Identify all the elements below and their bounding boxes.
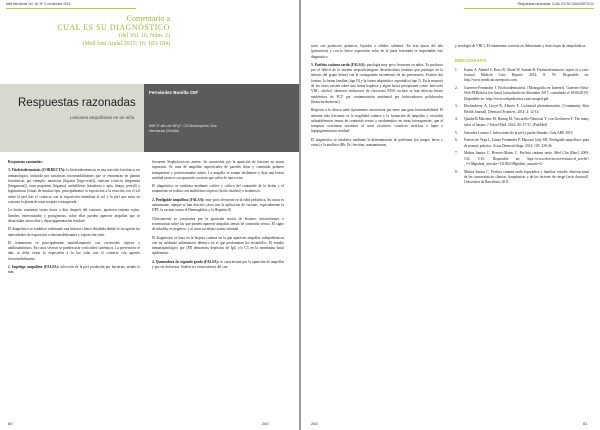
paragraph-lead: 5. Porfiria cutánea tarda (FALSA): <box>311 62 366 67</box>
paragraph-lead: 4. Quemadura de segundo grado (FALSA): <box>152 259 219 264</box>
reference-text: Muñoz Santos C. Porfiria cutánea tarda esporádica y familiar: estudio observacional de las características clínicas, bioquímicas y de los factores de riesgo [tesis doctoral]. Universitat de Barcelona; 2011. <box>464 169 589 185</box>
comment-heading <box>40 14 170 48</box>
paragraph-text: muy poco frecuente en la edad pediátrica. Su causa es autoinmune, aunque se han descrito casos tras la aplicación de vacunas, especialmente la DPT, la vacuna contra el Haemophilus y la Hepatitis B. <box>152 197 284 213</box>
reference-item <box>455 138 589 149</box>
bibliography-heading: BIBLIOGRAFÍA <box>455 58 487 64</box>
comment-heading-line3: (del Vol. 16, Núm. 2) <box>119 33 170 39</box>
reference-number: 2. <box>455 85 458 90</box>
paragraph-text: El diagnóstico se establece realizando una historia clínica detallada dónde se recogerán los antecedentes de exposición a fotosensibilizantes y exposición solar. <box>8 227 140 237</box>
reference-text: Saavedra Lozano J. Infecciones de la piel y partes blandas. Guía ABE 2019. <box>464 130 574 135</box>
paragraph-text: se caracterizan por la aparición de ampollas y por ser dolorosas. Suelen ser consecuencia del con- <box>152 259 284 270</box>
right-column-intro: y serología de VHC). El tratamiento consiste en flebotomías y dosis bajas de antipalúdicos. <box>455 44 587 48</box>
right-column-1 <box>311 44 443 151</box>
paragraph-text: El diagnóstico se confirma mediante cultivo y cultivo del contenido de la lesión y el tratamiento se realiza con antibióticos tópicos (ácido fusídico) o sistémicos. <box>152 184 284 194</box>
running-head-left: Med fam Andal Vol. 16, Nº 3, noviembre 2015 <box>6 2 71 6</box>
paragraph-text: Clínicamente se caracteriza por la aparición inicial de lesiones urticariformes o eccematosas sobre las que pueden aparecer ampollas tensas de contenido seroso. El signo de nikolsky es negativo, y al curar no dejan cicatriz residual. <box>152 216 284 232</box>
paragraph-text: infección de la piel producida por bacterias, siendo la más <box>8 265 140 275</box>
running-head-rule-right <box>464 8 594 9</box>
paragraph-lead: 1. Impétigo ampolloso (FALSA): <box>8 265 59 270</box>
paragraph <box>152 184 284 195</box>
paragraph <box>8 227 140 238</box>
reference-item <box>455 170 589 186</box>
comment-heading-line2: CUAL ES SU DIAGNÓSTICO <box>57 23 170 32</box>
reference-item <box>455 151 589 167</box>
paragraph <box>311 44 443 60</box>
left-column-2 <box>152 160 284 273</box>
paragraph <box>152 217 284 233</box>
paragraph <box>311 108 443 134</box>
paragraph <box>8 168 140 205</box>
reference-text: Hockenberry A, Lloyd R, Alberto E. Lichenoid photodermatitis. [Community Skin Health Journal]. Dermatol Frontiers. 2014; 2: 12-14. <box>464 104 589 114</box>
paragraph-text: El diagnóstico se basa en la biopsia cutánea en la que aparecen ampollas subepidérmicas con un infiltrado inflamatorio dérmico en el que predominan los eosinófilos. El estudio inmunopatológico por IFD demuestra depósitos de IgG y/o C3 en la membrana basal epidérmica. <box>152 235 284 256</box>
reference-item <box>455 68 589 84</box>
paragraph-text: patología muy poco frecuente en niños. Es producto por el déficit de la enzima uroporfirinógeno decarboxilasa (enzima que participa en la síntesis del grupo hemo) con el consiguiente incremento de las precursores. Existen dos formas: la forma familiar (tipo II) y la forma adquirida o esporádica (tipo I). En la mayoría de los casos existen sobre una forma hepática y algún factor precipitante como: infección VHC, alcohol, fármacos inductores de citocromo P450, incluso se han descrito brotes epidémicos de PCT por contaminación ambiental por hidrocarburos policlorados (hexaclorobenceno). <box>311 62 443 104</box>
reference-item <box>455 104 589 115</box>
paragraph <box>152 198 284 214</box>
reference-number: 6. <box>455 138 458 143</box>
paragraph <box>8 265 140 276</box>
author-affiliation: MIR 3º año de MFyC. CS Montequinto. Dos Hermanas (Sevilla) <box>149 124 217 133</box>
section-heading: Respuestas razonadas: <box>8 160 43 164</box>
page-number-right: 81 <box>583 421 588 426</box>
paragraph-text: La lesión comienza varias horas o días después del contacto, aparecen eritema rojizo, lineales, entrecruzadas y pruriginosas, sobre ellas pueden aparecer ampollas que se desarrollan varios días y dejan pigmentación residual. <box>8 208 140 223</box>
reference-number: 1. <box>455 67 458 72</box>
page-number-center-left: 282 <box>262 421 269 426</box>
paragraph-text: Respecto a la clínica suele típicamente caracterizar por tener una gran fotosensibilidad. El síntoma más frecuente es la fragilidad cutánea y la formación de ampollas y vesículas subepidérmicas tensas de contenido seroso o serohemático en áreas fotoexpuestas, que al romperse ocasionan erosiones al curar cicatrices, cicatrices atróficas o hiper o hipopigmentación residual. <box>311 108 443 134</box>
reference-list <box>455 68 589 186</box>
right-column-2 <box>455 44 589 188</box>
paragraph <box>152 236 284 257</box>
right-page <box>301 0 600 430</box>
page-number-left: 80 <box>8 421 13 426</box>
author-name: Fernández Bonilla CM¹ <box>149 90 199 95</box>
reference-text: Guerrero-Fernández J. Fitofotodermatosis. [Monografía en Internet]. Guerrero-Ortiz: Web PEDiátrica [en línea] [actualizado en diciembre 2017; consultado el 18/06/2015]. Disponible en: http://www.webpediatrica.com/casoped.pdf. <box>464 85 589 101</box>
reference-number: 8. <box>455 169 458 174</box>
comment-heading-line4: (Med fam Andal 2015; 16: 183-184) <box>82 41 170 47</box>
left-page <box>0 0 299 430</box>
reference-text: Quadrelli Martinez M, Haring M, Vaccarello-Neurosal Y, von Gerdoeren F. The many sides of herpes. J Travel Med. 2012; 20: 27-31. [PubMed] <box>464 117 589 127</box>
reference-text: Karim A, Ahmed S, Rossi R, Ghani W, Sammi R. Fitofotodermatosis: report of a case. Journal Medical Case Reports 2014; 8: 95. Disponible en: http://www.jmedicalcasereports.com. <box>464 67 589 83</box>
paragraph-lead: 2. Penfigoide ampolloso (FALSA): <box>152 197 205 202</box>
paragraph <box>8 208 140 224</box>
comment-heading-line1: Comentario a <box>126 14 170 23</box>
paragraph-text: El tratamiento se principalmente antiinflamatorio con corticoides tópicos y antihistamínicos. En casos severos se pueden usar corticoides sistémicos. La prevención se dan, se debe evitar la exposición a la luz solar tras el contacto con agentes fotosensibilizantes. <box>8 240 140 261</box>
reference-number: 4. <box>455 117 458 122</box>
paragraph <box>311 138 443 149</box>
paragraph-lead: 3. Fitofotodermatosis (CORRECTA): <box>8 168 66 173</box>
article-title: Respuestas razonadas <box>18 97 136 109</box>
paragraph-text: El diagnóstico se establece mediante la determinación de porfirinas (en sangre, heces y orina) y la analítica (Hb, Fe, ferritina, transaminasas <box>311 137 443 148</box>
reference-text: Muñoz Santos C, Herrero-Mateu C. Porfiria cutánea tarda. Med Clin (Barc) 2009; 133: 5-10. Disponible en: http://www.elsevier.es/revistas/ctl_servlet?_f=10&pident_articulo=13138219&pident_usuario=0. <box>464 151 589 167</box>
reference-number: 5. <box>455 130 458 135</box>
paragraph-text: frecuente Staphylococcus aureus. Se caracteriza por la aparición de lesiones en zonas expuestas. Se trata de ampollas superficiales de paredes finas y contenido primero transparente y posteriormente turbio. La ampolla se rompe fácilmente y deja una lesión residual erosiva con aparición costrosa que cubre de una costra. <box>152 160 284 180</box>
article-subtitle: Lesiones ampollosas en un niño <box>70 115 135 120</box>
reference-number: 7. <box>455 151 458 156</box>
left-column-1 <box>8 160 140 279</box>
author-box <box>144 84 299 152</box>
reference-item <box>455 131 589 136</box>
reference-text: Fuertes de Vega L, Iranzo Fernández P, Mascaró Galy JM. Penfigoide ampolloso: guía de manejo práctico. Actas Dermosifiliogr. 2014; 105: 328-46. <box>464 138 589 148</box>
reference-number: 3. <box>455 104 458 109</box>
paragraph <box>8 241 140 262</box>
running-head-right: Respuestas razonadas: CUAL ES SU DIAGNÓSTICO <box>517 2 594 6</box>
page-number-center-right: 283 <box>311 421 318 426</box>
paragraph <box>311 63 443 105</box>
reference-item <box>455 117 589 128</box>
paragraph <box>152 160 284 181</box>
running-head-rule <box>6 8 136 9</box>
paragraph-text: tacto con productos químicos, líquidos o sólidos calientes. En esta época del año (primavera) y con la breve exposición solar de la parte lesionada se improbable este diagnóstico. <box>311 44 443 59</box>
paragraph <box>152 260 284 271</box>
reference-item <box>455 86 589 102</box>
paragraph-text: la fitofotodermatosis es una reacción fototóxica, no inmunológica, inducida por sustancias fotosensibilizantes que se encuentran en plantas fototóxicas, por ejemplo: moráceas (higuera [higo-seuil]), rutáceas (cítricos bergamota [bergamota]), otras purpúreas (higuera), umbelíferas (zanahoria y apio, hinojo, perejil) y leguminosas (frutas de muchas tipo, principalmente la exposición a la reacción con el sol sobre la piel tras el contacto con la exposición inmediata al sol y la piel que entra en contacto la planta de estar mojada o transpirada. <box>8 168 140 205</box>
